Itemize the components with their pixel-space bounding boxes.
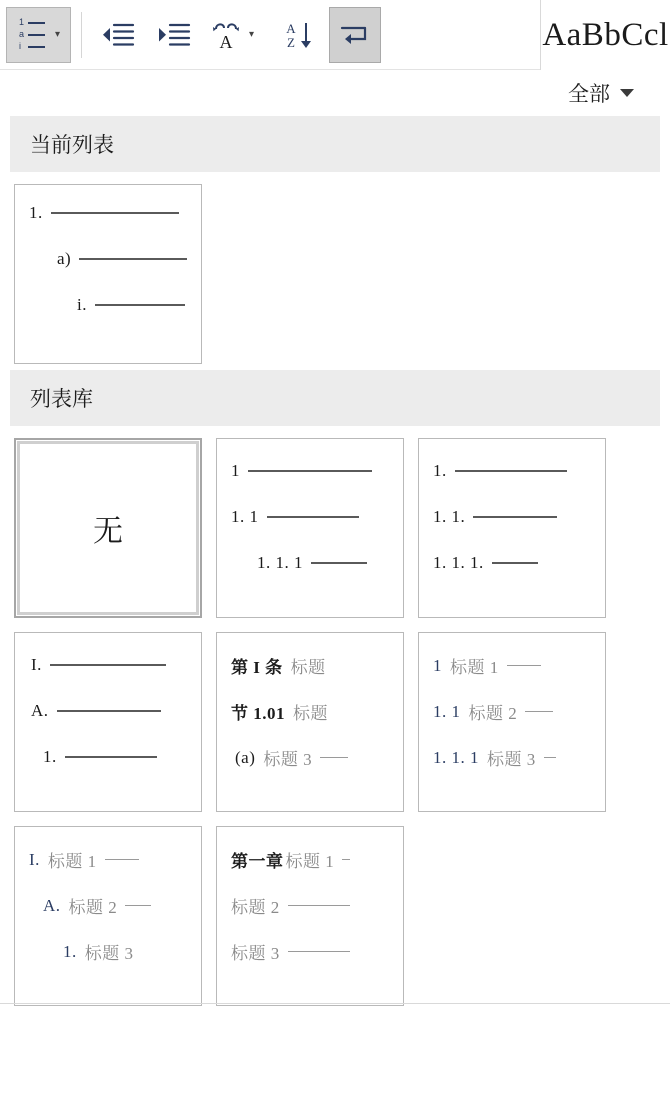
decrease-indent-button[interactable] <box>92 7 144 63</box>
list-level-label: 1. 1. 1. <box>433 553 484 572</box>
list-level-label: 1. 1 <box>231 507 259 526</box>
list-level-label: 1. <box>29 203 43 222</box>
list-level-label: 1. 1. 1 <box>433 747 479 767</box>
list-level-label: 第一章 <box>231 852 284 871</box>
list-rule <box>525 711 553 713</box>
list-level-heading: 标题 1 <box>450 658 499 677</box>
list-rule <box>105 859 139 861</box>
list-level-label: 1. 1 <box>433 701 461 721</box>
panel-bottom-divider <box>0 1003 670 1004</box>
list-chapter-heading-tile[interactable] <box>216 826 404 1006</box>
list-arabic-multilevel-tile[interactable] <box>216 438 404 618</box>
list-level-heading: 标题 1 <box>47 852 97 871</box>
panel-scope-row <box>0 70 670 116</box>
sort-button[interactable] <box>273 7 325 63</box>
list-rule <box>342 859 350 861</box>
list-level-heading: 标题 3 <box>84 944 134 963</box>
list-level-label: I. <box>29 849 40 869</box>
ribbon-separator <box>81 12 82 58</box>
chevron-down-icon[interactable] <box>620 89 634 97</box>
list-rule <box>267 516 359 518</box>
list-rule <box>248 470 372 472</box>
list-chapter-article-tile[interactable] <box>216 632 404 812</box>
current-list-gallery <box>0 172 670 370</box>
list-roman-alpha-tile[interactable] <box>14 632 202 812</box>
list-level-label: (a) <box>235 747 256 767</box>
list-level-label: 第 I 条 <box>231 658 283 677</box>
list-scope-dropdown[interactable] <box>568 78 634 108</box>
list-rule <box>57 710 161 712</box>
svg-text:Z: Z <box>287 34 296 50</box>
list-none-label: 无 <box>93 515 123 548</box>
list-level-label: 1 <box>433 655 442 675</box>
increase-indent-button[interactable] <box>148 7 200 63</box>
multilevel-list-panel <box>0 70 670 1012</box>
list-level-label: 节 1.01 <box>231 704 285 723</box>
list-rule <box>125 905 151 907</box>
show-marks-button[interactable] <box>329 7 381 63</box>
list-none-tile[interactable] <box>14 438 202 618</box>
section-header-current-list <box>10 116 660 172</box>
list-level-label: 1. 1. 1 <box>257 553 303 572</box>
list-level-label: i. <box>77 295 87 314</box>
list-rule <box>95 304 185 306</box>
list-rule <box>288 951 350 953</box>
ribbon-paragraph-group <box>0 0 670 70</box>
list-level-heading: 标题 3 <box>263 750 313 769</box>
multilevel-list-button[interactable] <box>6 7 71 63</box>
list-rule <box>311 562 367 564</box>
section-title: 列表库 <box>30 388 93 411</box>
increase-indent-icon <box>157 22 191 48</box>
section-title: 当前列表 <box>30 134 114 157</box>
list-rule <box>320 757 348 759</box>
multilevel-list-icon: 1 a i <box>9 18 53 51</box>
list-rule <box>288 905 350 907</box>
list-level-heading: 标题 1 <box>285 852 335 871</box>
sort-az-icon <box>282 20 316 50</box>
list-level-label: 1. <box>63 941 77 961</box>
list-level-heading: 标题 2 <box>68 898 118 917</box>
list-rule <box>507 665 541 667</box>
list-library-gallery <box>0 426 670 1012</box>
list-level-label: 1 <box>231 461 240 480</box>
svg-text:A: A <box>219 31 233 50</box>
current-list-tile[interactable] <box>14 184 202 364</box>
list-level-heading: 标题 3 <box>487 750 536 769</box>
list-rule <box>51 212 179 214</box>
chevron-down-icon[interactable]: ▾ <box>55 29 61 40</box>
paragraph-marks-icon <box>339 22 371 48</box>
list-rule <box>455 470 567 472</box>
chinese-layout-icon <box>211 20 247 50</box>
list-arabic-dot-multilevel-tile[interactable] <box>418 438 606 618</box>
list-heading-number-tile[interactable] <box>418 632 606 812</box>
list-level-heading: 标题 2 <box>231 898 280 917</box>
list-rule <box>473 516 557 518</box>
chinese-layout-button[interactable] <box>204 7 269 63</box>
list-rule <box>50 664 166 666</box>
list-level-label: I. <box>31 655 42 674</box>
list-rule <box>65 756 157 758</box>
list-scope-label: 全部 <box>568 83 610 106</box>
list-level-label: 1. <box>43 747 57 766</box>
list-roman-heading-tile[interactable] <box>14 826 202 1006</box>
list-level-label: A. <box>31 701 49 720</box>
style-gallery-sample[interactable] <box>540 0 670 70</box>
decrease-indent-icon <box>101 22 135 48</box>
chevron-down-icon[interactable]: ▾ <box>249 29 255 40</box>
section-header-list-library <box>10 370 660 426</box>
svg-text:A: A <box>286 20 296 36</box>
list-level-heading: 标题 2 <box>468 704 518 723</box>
style-sample-text: AaBbCcl <box>542 16 669 53</box>
list-level-heading: 标题 3 <box>231 944 280 963</box>
list-rule <box>544 757 556 759</box>
list-level-label: 1. 1. <box>433 507 466 526</box>
list-level-label: 1. <box>433 461 447 480</box>
list-level-heading: 标题 <box>290 658 326 677</box>
list-level-label: a) <box>57 249 72 268</box>
list-rule <box>79 258 187 260</box>
list-level-heading: 标题 <box>293 704 328 723</box>
list-level-label: A. <box>43 895 61 915</box>
list-rule <box>492 562 538 564</box>
